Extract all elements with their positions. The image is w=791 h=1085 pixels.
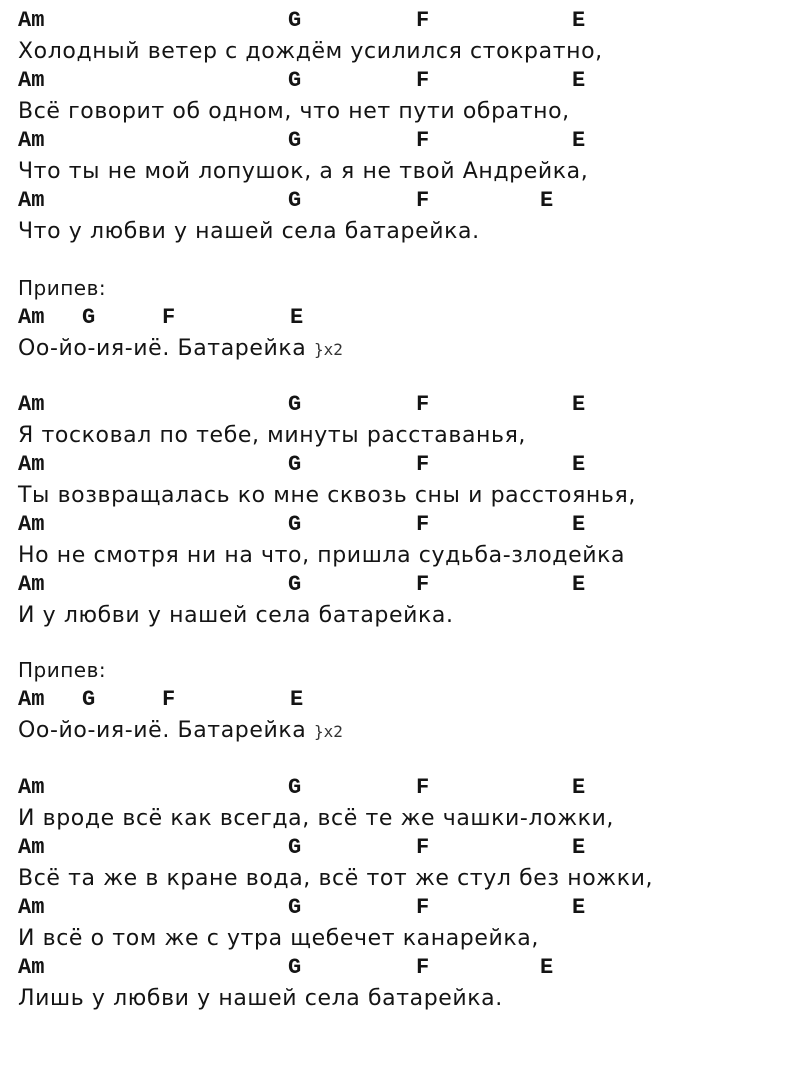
chord: G (288, 895, 302, 920)
chord: Am (18, 392, 45, 417)
chord: E (572, 572, 586, 597)
chord: E (540, 188, 554, 213)
chord-line (18, 895, 778, 921)
chord-line (18, 188, 778, 214)
chord-line (18, 835, 778, 861)
chord: F (416, 8, 430, 33)
chord: F (162, 305, 176, 330)
chord: F (416, 68, 430, 93)
chord: F (416, 895, 430, 920)
chord: G (288, 572, 302, 597)
chord: F (416, 572, 430, 597)
chorus-lyric: Оо-йо-ия-иё. Батарейка (18, 718, 314, 743)
chord: G (288, 68, 302, 93)
chorus-label: Припев: (18, 658, 107, 682)
lyric-line: Ты возвращалась ко мне сквозь сны и расстоянья, (18, 483, 636, 508)
chord: G (288, 775, 302, 800)
chord: E (572, 512, 586, 537)
lyric-line: И всё о том же с утра щебечет канарейка, (18, 926, 539, 951)
chord-line (18, 512, 778, 538)
chord: G (288, 8, 302, 33)
chord: Am (18, 452, 45, 477)
lyric-line: Холодный ветер с дождём усилился стократно, (18, 39, 603, 64)
chord: Am (18, 8, 45, 33)
lyric-line: Но не смотря ни на что, пришла судьба-злодейка (18, 543, 626, 568)
chord-line (18, 8, 778, 34)
lyric-line: Всё та же в кране вода, всё тот же стул без ножки, (18, 866, 654, 891)
chord: E (290, 687, 304, 712)
chord: E (540, 955, 554, 980)
chord: G (288, 955, 302, 980)
lyric-line: Я тосковал по тебе, минуты расставанья, (18, 423, 527, 448)
chord-line (18, 687, 778, 713)
chord: F (416, 512, 430, 537)
chorus-label: Припев: (18, 276, 107, 300)
chord: Am (18, 128, 45, 153)
chord: G (288, 835, 302, 860)
chord: G (82, 687, 96, 712)
chord: Am (18, 835, 45, 860)
lyric-line: И у любви у нашей села батарейка. (18, 603, 454, 628)
chord: Am (18, 687, 45, 712)
chord: Am (18, 895, 45, 920)
chord: F (416, 128, 430, 153)
repeat-marker: }x2 (313, 722, 343, 741)
chord-line (18, 305, 778, 331)
chord: Am (18, 305, 45, 330)
chord: G (288, 188, 302, 213)
chord: F (416, 955, 430, 980)
chord: E (572, 128, 586, 153)
lyric-line: Что ты не мой лопушок, а я не твой Андрейка, (18, 159, 589, 184)
chord: E (572, 835, 586, 860)
chord-line (18, 392, 778, 418)
repeat-marker: }x2 (313, 340, 343, 359)
lyric-line: Лишь у любви у нашей села батарейка. (18, 986, 503, 1011)
lyric-line: Что у любви у нашей села батарейка. (18, 219, 480, 244)
chord: E (572, 8, 586, 33)
chord: E (572, 895, 586, 920)
chord: F (416, 775, 430, 800)
chord: Am (18, 572, 45, 597)
chord: E (572, 775, 586, 800)
chord: G (288, 452, 302, 477)
chord: Am (18, 512, 45, 537)
chord-line (18, 68, 778, 94)
chord: F (162, 687, 176, 712)
chord: F (416, 188, 430, 213)
chorus-lyric: Оо-йо-ия-иё. Батарейка (18, 336, 314, 361)
chord-line (18, 955, 778, 981)
chord: F (416, 835, 430, 860)
chord: E (572, 68, 586, 93)
chord: G (82, 305, 96, 330)
chorus-lyric-line (18, 716, 343, 746)
chord: Am (18, 775, 45, 800)
chord-line (18, 775, 778, 801)
chord: G (288, 512, 302, 537)
chord: E (572, 392, 586, 417)
chord: G (288, 128, 302, 153)
chord: E (290, 305, 304, 330)
lyric-line: И вроде всё как всегда, всё те же чашки-ложки, (18, 806, 614, 831)
chord-line (18, 128, 778, 154)
lyric-line: Всё говорит об одном, что нет пути обратно, (18, 99, 570, 124)
chord: F (416, 452, 430, 477)
chord: Am (18, 955, 45, 980)
chord: E (572, 452, 586, 477)
chord: F (416, 392, 430, 417)
chord: G (288, 392, 302, 417)
chorus-lyric-line (18, 334, 343, 364)
chord: Am (18, 68, 45, 93)
chord-line (18, 572, 778, 598)
chord-line (18, 452, 778, 478)
chord: Am (18, 188, 45, 213)
